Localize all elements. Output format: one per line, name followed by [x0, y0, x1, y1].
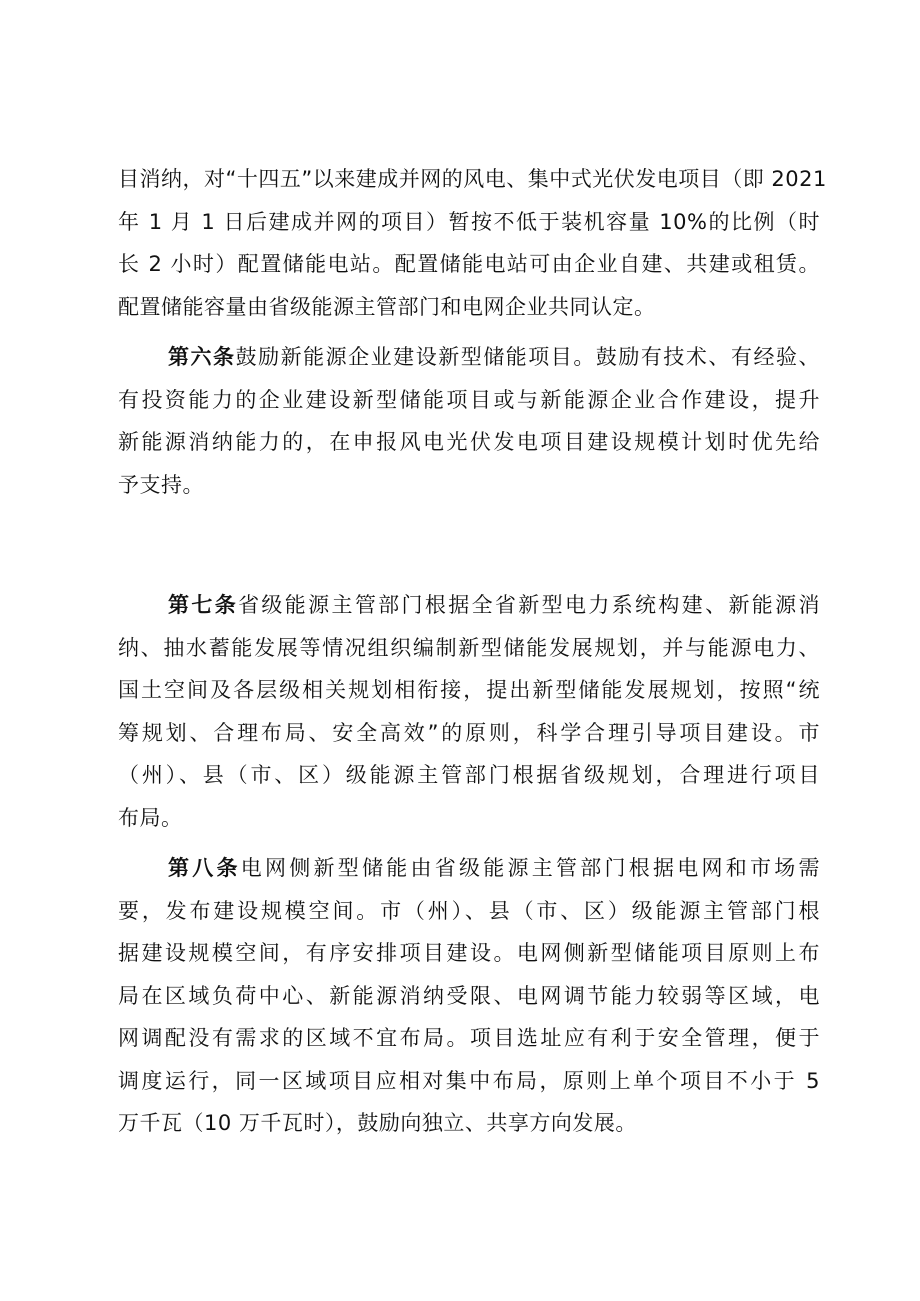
- text-line: （州）、县（市、区）级能源主管部门根据省级规划，合理进行项目: [118, 763, 820, 787]
- paragraph-article-7: [118, 584, 820, 839]
- article-number: 第七条: [168, 593, 239, 617]
- text-line: 年 1 月 1 日后建成并网的项目）暂按不低于装机容量 10%的比例（时: [118, 209, 820, 234]
- text-line: [118, 847, 820, 890]
- article-text: 电网侧新型储能由省级能源主管部门根据电网和市场需: [240, 856, 820, 880]
- paragraph-article-6: [118, 336, 820, 506]
- text-line: 配置储能容量由省级能源主管部门和电网企业共同认定。: [118, 294, 656, 319]
- text-line: 要，发布建设规模空间。市（州）、县（市、区）级能源主管部门根: [118, 898, 820, 923]
- text-line: 局在区域负荷中心、新能源消纳受限、电网调节能力较弱等区域，电: [118, 983, 820, 1008]
- text-line: 予支持。: [118, 472, 204, 497]
- text-line: 网调配没有需求的区域不宜布局。项目选址应有利于安全管理，便于: [118, 1026, 820, 1050]
- article-text: 鼓励新能源企业建设新型储能项目。鼓励有技术、有经验、: [235, 345, 821, 369]
- text-line: [118, 336, 820, 379]
- article-text: 省级能源主管部门根据全省新型电力系统构建、新能源消: [238, 593, 821, 617]
- text-line: 纳、抽水蓄能发展等情况组织编制新型储能发展规划，并与能源电力、: [118, 635, 820, 660]
- article-number: 第八条: [168, 856, 241, 880]
- text-line: 万千瓦（10 万千瓦时），鼓励向独立、共享方向发展。: [118, 1111, 637, 1135]
- text-line: 新能源消纳能力的，在申报风电光伏发电项目建设规模计划时优先给: [118, 430, 820, 454]
- text-line: 有投资能力的企业建设新型储能项目或与新能源企业合作建设，提升: [118, 387, 820, 412]
- text-line: 据建设规模空间，有序安排项目建设。电网侧新型储能项目原则上布: [118, 941, 820, 965]
- paragraph-article-8: [118, 847, 820, 1145]
- text-line: 长 2 小时）配置储能电站。配置储能电站可由企业自建、共建或租赁。: [118, 252, 820, 276]
- article-number: 第六条: [168, 345, 236, 369]
- document-page: [118, 158, 827, 1145]
- text-line: 目消纳，对“十四五”以来建成并网的风电、集中式光伏发电项目（即 2021: [118, 167, 827, 191]
- text-line: 筹规划、合理布局、安全高效”的原则，科学合理引导项目建设。市: [118, 720, 820, 745]
- chapter-heading: [118, 506, 820, 584]
- text-line: [118, 584, 820, 627]
- text-line: 调度运行，同一区域项目应相对集中布局，原则上单个项目不小于 5: [118, 1068, 820, 1093]
- text-line: 国土空间及各层级相关规划相衔接，提出新型储能发展规划，按照“统: [118, 678, 820, 702]
- paragraph-article-5-continuation: [118, 158, 827, 328]
- text-line: 布局。: [118, 805, 183, 830]
